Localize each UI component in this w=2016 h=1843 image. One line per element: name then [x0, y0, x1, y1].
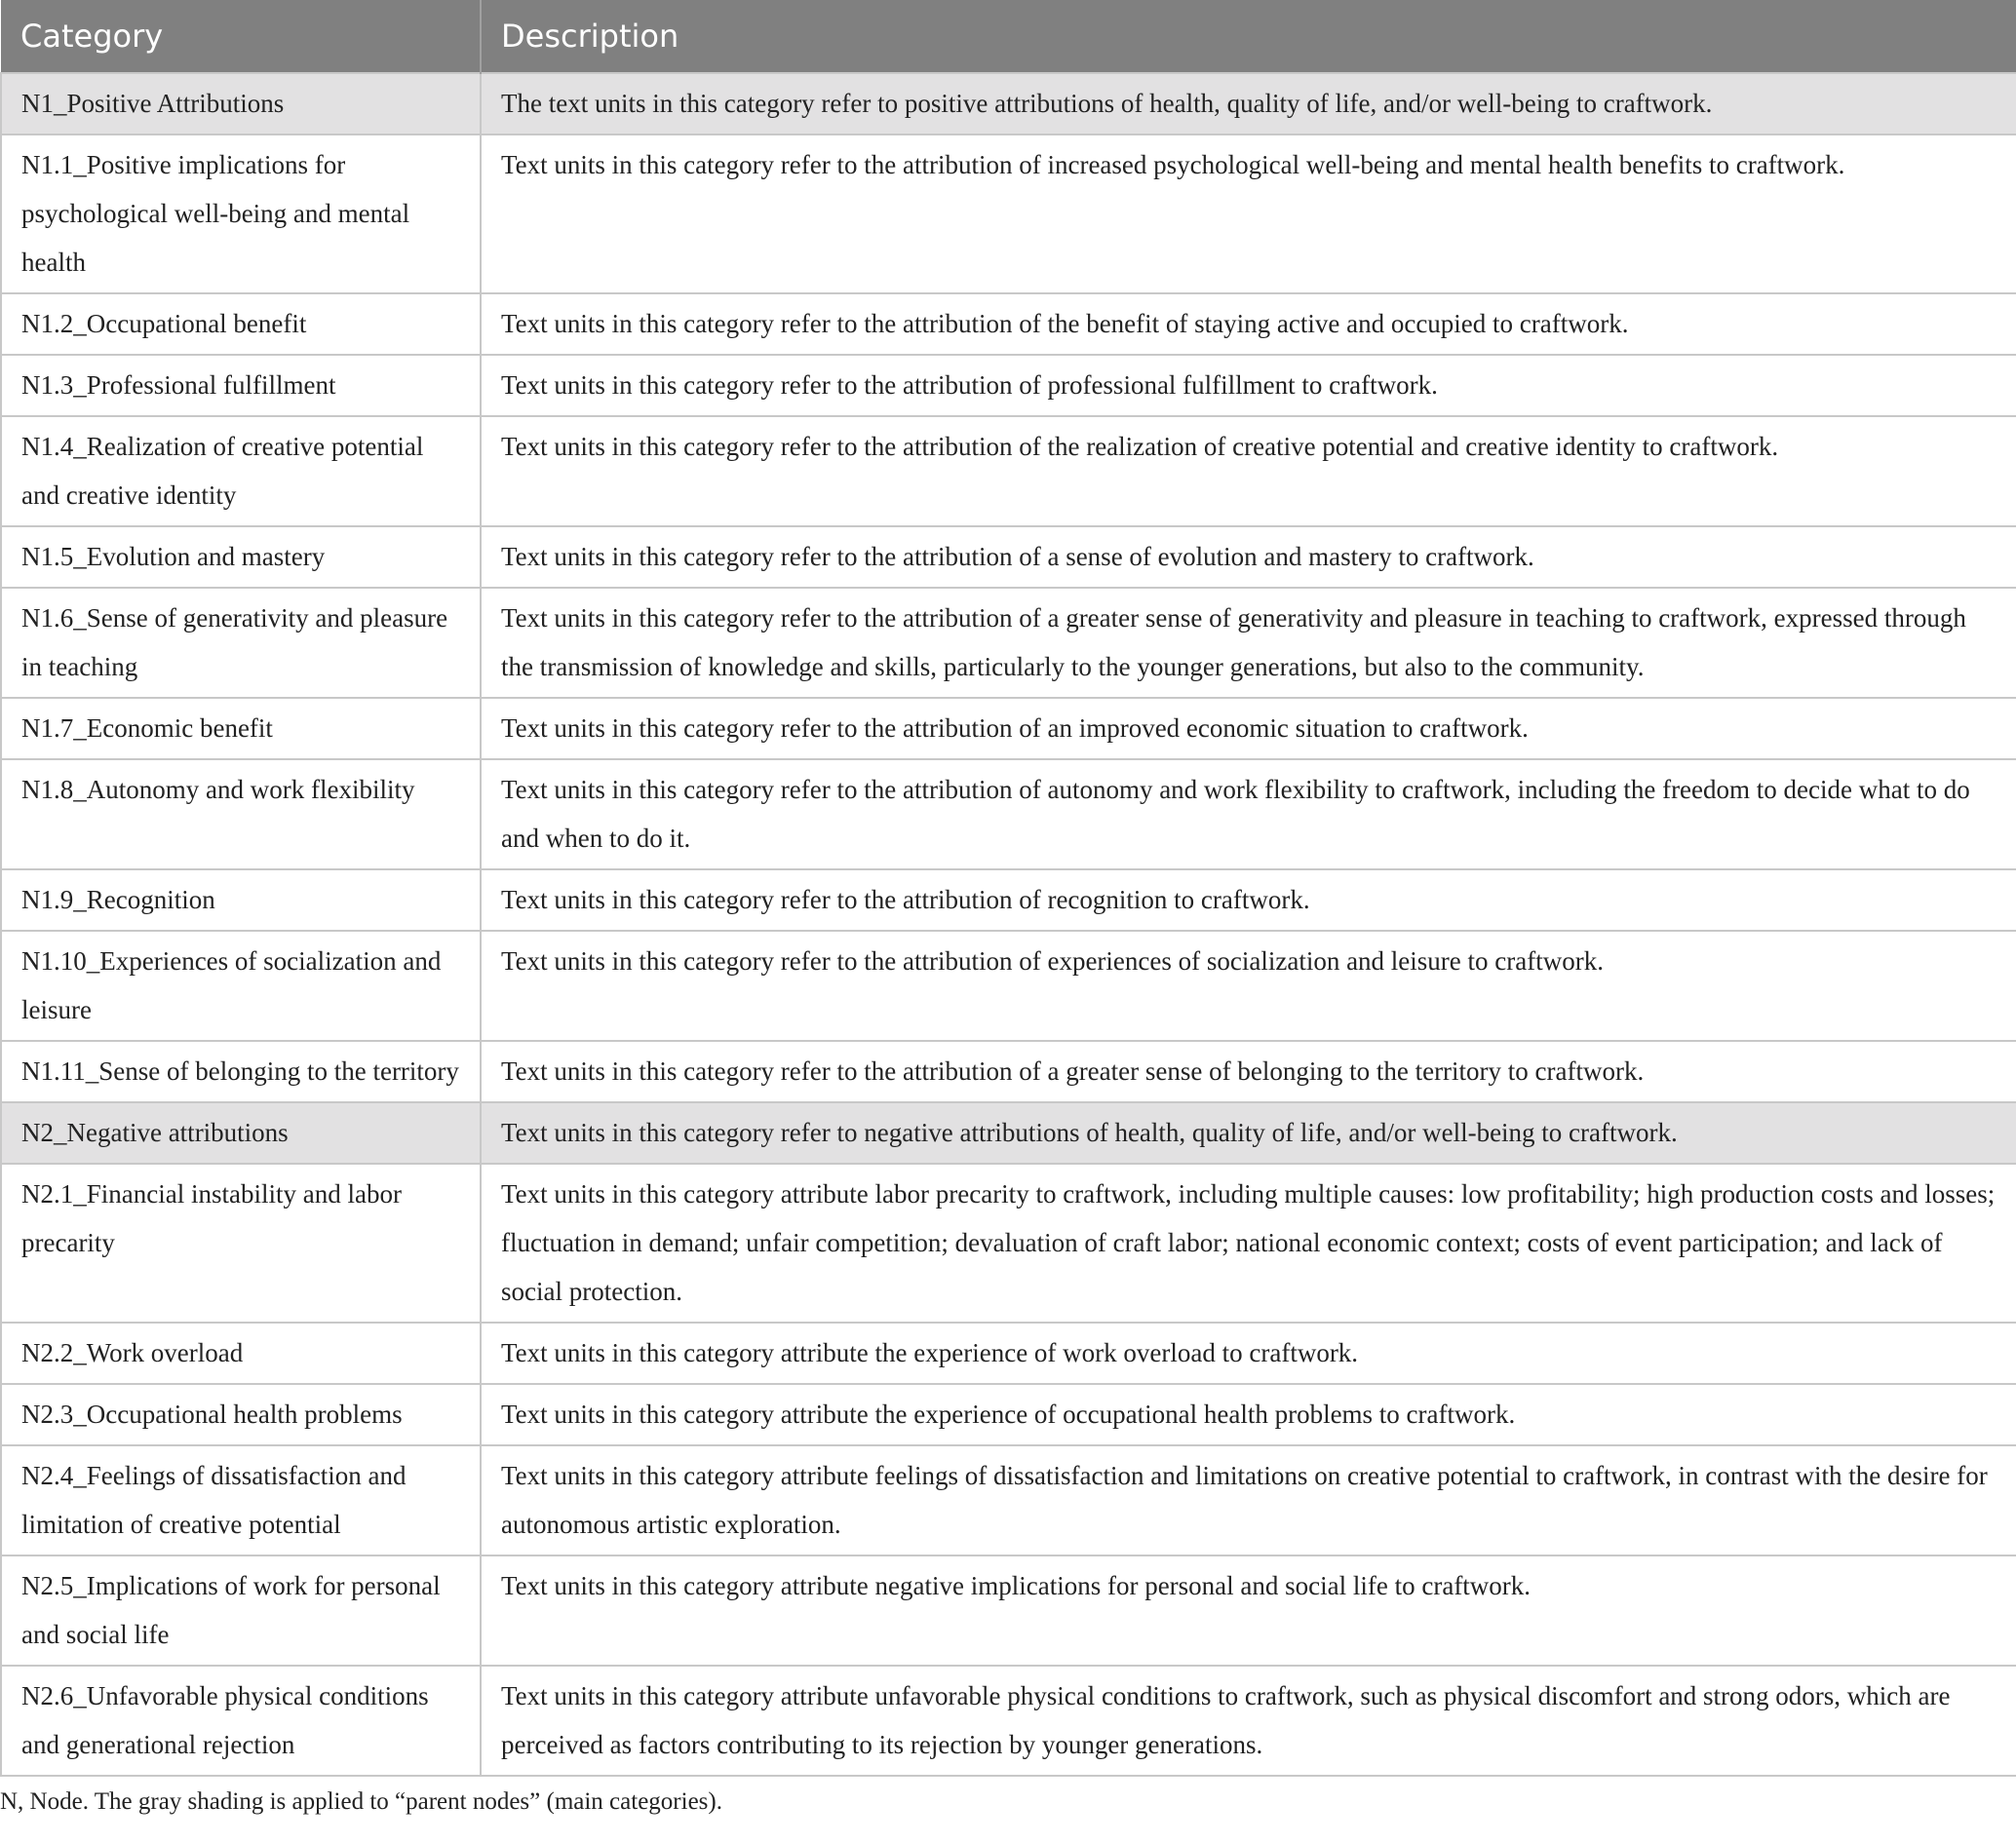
table-row [1, 526, 2016, 588]
description-cell: Text units in this category refer to the attribution of a sense of evolution and mastery to craftwork. [481, 526, 2016, 588]
table-row [1, 931, 2016, 1041]
description-cell: Text units in this category refer to the attribution of increased psychological well-being and mental health benefits to craftwork. [481, 134, 2016, 293]
header-description: Description [481, 0, 2016, 73]
description-cell: Text units in this category attribute labor precarity to craftwork, including multiple causes: low profitability; high production costs and losses; fluctuation in demand; unfair competition; devaluation of craft labor; national economic context; costs of event participation; and lack of social protection. [481, 1164, 2016, 1323]
description-cell: Text units in this category refer to the attribution of a greater sense of belonging to the territory to craftwork. [481, 1041, 2016, 1102]
description-cell: The text units in this category refer to positive attributions of health, quality of life, and/or well-being to craftwork. [481, 73, 2016, 134]
category-cell: N1.7_Economic benefit [1, 698, 481, 759]
header-category: Category [1, 0, 481, 73]
category-cell: N2.1_Financial instability and labor precarity [1, 1164, 481, 1323]
category-cell: N2_Negative attributions [1, 1102, 481, 1164]
table-row [1, 1666, 2016, 1776]
category-cell: N1_Positive Attributions [1, 73, 481, 134]
category-cell: N1.11_Sense of belonging to the territory [1, 1041, 481, 1102]
category-cell: N2.5_Implications of work for personal and social life [1, 1555, 481, 1666]
table-row [1, 1041, 2016, 1102]
category-cell: N1.8_Autonomy and work flexibility [1, 759, 481, 869]
category-cell: N1.10_Experiences of socialization and leisure [1, 931, 481, 1041]
description-cell: Text units in this category attribute negative implications for personal and social life to craftwork. [481, 1555, 2016, 1666]
description-cell: Text units in this category refer to the attribution of autonomy and work flexibility to craftwork, including the freedom to decide what to do and when to do it. [481, 759, 2016, 869]
table-row [1, 698, 2016, 759]
description-cell: Text units in this category refer to negative attributions of health, quality of life, and/or well-being to craftwork. [481, 1102, 2016, 1164]
header-row [1, 0, 2016, 73]
category-cell: N1.2_Occupational benefit [1, 293, 481, 355]
table-row [1, 759, 2016, 869]
description-cell: Text units in this category attribute feelings of dissatisfaction and limitations on creative potential to craftwork, in contrast with the desire for autonomous artistic exploration. [481, 1445, 2016, 1555]
table-row [1, 1445, 2016, 1555]
table-row [1, 1555, 2016, 1666]
table-footnote: N, Node. The gray shading is applied to “parent nodes” (main categories). [0, 1788, 722, 1815]
table-row [1, 1164, 2016, 1323]
parent-row [1, 1102, 2016, 1164]
table-row [1, 355, 2016, 416]
category-cell: N1.5_Evolution and mastery [1, 526, 481, 588]
table-row [1, 1323, 2016, 1384]
table-row [1, 588, 2016, 698]
description-cell: Text units in this category refer to the attribution of an improved economic situation to craftwork. [481, 698, 2016, 759]
description-cell: Text units in this category refer to the attribution of the realization of creative potential and creative identity to craftwork. [481, 416, 2016, 526]
category-cell: N2.4_Feelings of dissatisfaction and limitation of creative potential [1, 1445, 481, 1555]
description-cell: Text units in this category attribute unfavorable physical conditions to craftwork, such as physical discomfort and strong odors, which are perceived as factors contributing to its rejection by younger generations. [481, 1666, 2016, 1776]
category-cell: N2.2_Work overload [1, 1323, 481, 1384]
table-row [1, 1384, 2016, 1445]
description-cell: Text units in this category refer to the attribution of the benefit of staying active and occupied to craftwork. [481, 293, 2016, 355]
table-row [1, 416, 2016, 526]
parent-row [1, 73, 2016, 134]
category-cell: N2.3_Occupational health problems [1, 1384, 481, 1445]
category-cell: N1.3_Professional fulfillment [1, 355, 481, 416]
category-cell: N1.1_Positive implications for psychological well-being and mental health [1, 134, 481, 293]
description-cell: Text units in this category attribute the experience of occupational health problems to craftwork. [481, 1384, 2016, 1445]
table-row [1, 293, 2016, 355]
table-body [1, 73, 2016, 1776]
category-cell: N2.6_Unfavorable physical conditions and generational rejection [1, 1666, 481, 1776]
description-cell: Text units in this category refer to the attribution of recognition to craftwork. [481, 869, 2016, 931]
description-cell: Text units in this category refer to the attribution of professional fulfillment to craftwork. [481, 355, 2016, 416]
category-cell: N1.4_Realization of creative potential and creative identity [1, 416, 481, 526]
category-cell: N1.9_Recognition [1, 869, 481, 931]
description-cell: Text units in this category refer to the attribution of experiences of socialization and leisure to craftwork. [481, 931, 2016, 1041]
description-cell: Text units in this category attribute the experience of work overload to craftwork. [481, 1323, 2016, 1384]
table-row [1, 134, 2016, 293]
description-cell: Text units in this category refer to the attribution of a greater sense of generativity and pleasure in teaching to craftwork, expressed through the transmission of knowledge and skills, particularly to the younger generations, but also to the community. [481, 588, 2016, 698]
category-cell: N1.6_Sense of generativity and pleasure in teaching [1, 588, 481, 698]
table-row [1, 869, 2016, 931]
